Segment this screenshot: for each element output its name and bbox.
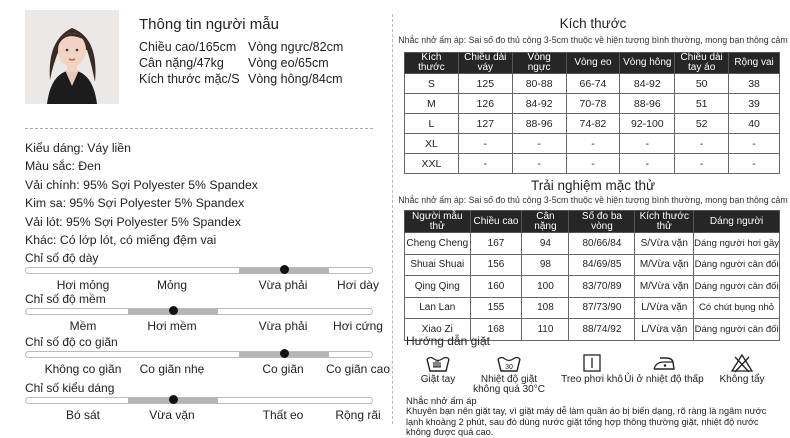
model-photo xyxy=(25,10,119,104)
attr-lining: Vải lót: 95% Sợi Polyester 5% Spandex xyxy=(25,214,241,229)
wash-temp-text: 30 xyxy=(505,364,513,371)
product-attributes xyxy=(25,139,258,249)
table-cell: 84-92 xyxy=(620,74,675,94)
column-header: Rộng vai xyxy=(729,53,780,74)
scale-label: Vừa vặn xyxy=(149,408,195,422)
scale-indicator xyxy=(169,395,178,404)
care-item-hand-wash xyxy=(398,353,478,385)
column-header: Chiều dài tay áo xyxy=(675,53,729,74)
table-cell: 80/66/84 xyxy=(569,233,635,255)
scale-label: Hơi dày xyxy=(337,278,379,292)
table-cell: Lan Lan xyxy=(405,297,471,319)
table-cell: - xyxy=(620,134,675,154)
table-cell: 74-82 xyxy=(566,114,620,134)
table-cell: M xyxy=(405,94,459,114)
table-row xyxy=(405,233,780,255)
table-header-row xyxy=(405,211,780,233)
table-cell: 39 xyxy=(729,94,780,114)
hang-dry-icon xyxy=(581,353,603,373)
scale-label: Không co giãn xyxy=(44,362,122,376)
table-cell: M/Vừa vặn xyxy=(635,254,694,276)
table-cell: 126 xyxy=(458,94,512,114)
model-portrait xyxy=(25,10,119,104)
table-row xyxy=(405,114,780,134)
table-cell: - xyxy=(512,154,566,174)
scale-thickness xyxy=(25,251,379,297)
care-label: Nhiệt độ giặt không quá 30°C xyxy=(473,374,545,395)
size-chart-note: Nhắc nhở ấm áp: Sai số đo thủ công 3-5cm thuộc về hiện tượng bình thường, mong bạn thông cảm xyxy=(398,35,788,45)
table-cell: Có chút bụng nhỏ xyxy=(694,297,780,319)
attr-color: Màu sắc: Đen xyxy=(25,159,101,174)
table-cell: 168 xyxy=(470,319,522,341)
table-cell: 88/74/92 xyxy=(569,319,635,341)
column-header: Số đo ba vòng xyxy=(569,211,635,233)
care-label: Ủi ở nhiệt độ thấp xyxy=(624,374,704,385)
size-chart-title: Kích thước xyxy=(559,16,627,31)
table-cell: 110 xyxy=(522,319,569,341)
model-weight: Cân nặng/47kg xyxy=(139,56,224,70)
table-cell: 84-92 xyxy=(512,94,566,114)
table-cell: 98 xyxy=(522,254,569,276)
scale-label: Hơi cứng xyxy=(333,319,383,333)
table-cell: 88-96 xyxy=(512,114,566,134)
care-note-title: Nhắc nhở ấm áp xyxy=(406,396,477,407)
scale-label: Hơi mềm xyxy=(147,319,197,333)
table-cell: 66-74 xyxy=(566,74,620,94)
scale-indicator xyxy=(280,349,289,358)
column-header: Vòng eo xyxy=(566,53,620,74)
table-cell: - xyxy=(729,154,780,174)
care-note: Khuyên bạn nên giặt tay, vì giặt máy dễ làm quần áo bị biến dạng, rõ ràng là ngâm nước lạnh khoảng 2 phút, sau đó dùng nước giặt tổng hợp thông thường giặt, nhiệt độ nước không được quá cao. xyxy=(406,406,767,437)
scale-label: Vừa phải xyxy=(258,319,308,333)
scale-indicator xyxy=(280,265,289,274)
table-row xyxy=(405,154,780,174)
vertical-divider xyxy=(392,14,393,424)
model-height: Chiều cao/165cm xyxy=(139,40,237,54)
table-cell: L xyxy=(405,114,459,134)
table-cell: 94 xyxy=(522,233,569,255)
table-cell: - xyxy=(620,154,675,174)
table-row xyxy=(405,276,780,298)
table-cell: Shuai Shuai xyxy=(405,254,471,276)
table-cell: 84/69/85 xyxy=(569,254,635,276)
table-cell: 125 xyxy=(458,74,512,94)
wash-30-icon xyxy=(496,353,522,373)
table-cell: S xyxy=(405,74,459,94)
table-cell: 40 xyxy=(729,114,780,134)
table-cell: Dáng người cân đối xyxy=(694,319,780,341)
scale-label: Vừa phải xyxy=(258,278,308,292)
attr-other: Khác: Có lớp lót, có miếng đệm vai xyxy=(25,233,217,248)
model-hip: Vòng hông/84cm xyxy=(248,72,343,86)
table-row xyxy=(405,254,780,276)
hand-wash-icon xyxy=(425,353,451,373)
column-header: Dáng người xyxy=(694,211,780,233)
table-cell: M/Vừa vặn xyxy=(635,276,694,298)
table-cell: Dáng người cân đối xyxy=(694,254,780,276)
attr-style: Kiểu dáng: Váy liền xyxy=(25,141,131,155)
table-cell: 108 xyxy=(522,297,569,319)
scale-label: Thất eo xyxy=(262,408,304,422)
table-cell: 100 xyxy=(522,276,569,298)
table-cell: 88-96 xyxy=(620,94,675,114)
model-info-title: Thông tin người mẫu xyxy=(139,16,279,33)
care-item-no-bleach xyxy=(702,353,782,385)
scale-title: Chỉ số độ dày xyxy=(25,251,99,265)
table-cell: XXL xyxy=(405,154,459,174)
scale-title: Chỉ số độ mềm xyxy=(25,292,106,306)
table-cell: 51 xyxy=(675,94,729,114)
care-item-wash-30 xyxy=(468,353,550,395)
table-cell: - xyxy=(729,134,780,154)
table-header-row xyxy=(405,53,780,74)
scale-indicator xyxy=(169,306,178,315)
table-cell: - xyxy=(458,154,512,174)
table-cell: 167 xyxy=(470,233,522,255)
care-label: Giặt tay xyxy=(420,374,456,385)
model-size: Kích thước mặc/S xyxy=(139,72,240,86)
column-header: Vòng ngực xyxy=(512,53,566,74)
table-cell: - xyxy=(512,134,566,154)
table-cell: Dáng người cân đối xyxy=(694,276,780,298)
table-cell: 83/70/89 xyxy=(569,276,635,298)
table-cell: Xiao Zi xyxy=(405,319,471,341)
fit-table xyxy=(404,210,780,341)
scale-bar xyxy=(25,397,373,404)
table-cell: 160 xyxy=(470,276,522,298)
table-cell: 92-100 xyxy=(620,114,675,134)
divider xyxy=(25,128,373,129)
table-cell: S/Vừa vặn xyxy=(635,233,694,255)
care-label: Treo phơi khô xyxy=(561,374,623,385)
table-row xyxy=(405,94,780,114)
scale-title: Chỉ số độ co giãn xyxy=(25,335,118,349)
column-header: Cân nặng xyxy=(522,211,569,233)
table-cell: 127 xyxy=(458,114,512,134)
table-row xyxy=(405,134,780,154)
table-cell: L/Vừa vặn xyxy=(635,319,694,341)
table-cell: 52 xyxy=(675,114,729,134)
table-cell: Dáng người hơi gầy xyxy=(694,233,780,255)
column-header: Người mẫu thử xyxy=(405,211,471,233)
scale-fit-style xyxy=(25,381,381,427)
fit-note: Nhắc nhở ấm áp: Sai số đo thủ công 3-5cm thuộc về hiện tượng bình thường, mong bạn thông cảm xyxy=(398,195,788,205)
scale-bar xyxy=(25,351,373,358)
column-header: Chiều dài váy xyxy=(458,53,512,74)
care-label: Không tẩy xyxy=(719,374,765,385)
table-row xyxy=(405,297,780,319)
scale-label: Mềm xyxy=(69,319,97,333)
scale-softness xyxy=(25,292,383,338)
table-cell: 70-78 xyxy=(566,94,620,114)
table-cell: Cheng Cheng xyxy=(405,233,471,255)
table-cell: - xyxy=(458,134,512,154)
column-header: Chiều cao xyxy=(470,211,522,233)
model-waist: Vòng eo/65cm xyxy=(248,56,329,70)
table-cell: XL xyxy=(405,134,459,154)
scale-bar xyxy=(25,267,373,274)
fit-title: Trải nghiệm mặc thử xyxy=(530,178,656,193)
iron-low-icon xyxy=(651,353,677,373)
table-cell: L/Vừa vặn xyxy=(635,297,694,319)
care-title: Hướng dẫn giặt xyxy=(406,334,490,348)
table-cell: - xyxy=(675,134,729,154)
scale-label: Bó sát xyxy=(65,408,101,422)
table-cell: Qing Qing xyxy=(405,276,471,298)
table-cell: 80-88 xyxy=(512,74,566,94)
care-item-iron-low xyxy=(620,353,708,385)
column-header: Kích thước thử xyxy=(635,211,694,233)
scale-stretch xyxy=(25,335,391,381)
size-chart-table xyxy=(404,52,780,174)
table-cell: 50 xyxy=(675,74,729,94)
scale-label: Co giãn xyxy=(262,362,304,376)
table-cell: 38 xyxy=(729,74,780,94)
table-cell: 156 xyxy=(470,254,522,276)
table-cell: 87/73/90 xyxy=(569,297,635,319)
scale-label: Hơi mỏng xyxy=(56,278,110,292)
scale-label: Co giãn nhẹ xyxy=(139,362,205,376)
column-header: Vòng hông xyxy=(620,53,675,74)
column-header: Kích thước xyxy=(405,53,459,74)
table-cell: - xyxy=(675,154,729,174)
table-row xyxy=(405,74,780,94)
table-cell: - xyxy=(566,154,620,174)
no-bleach-icon xyxy=(730,353,754,373)
model-bust: Vòng ngực/82cm xyxy=(248,40,344,54)
table-cell: 155 xyxy=(470,297,522,319)
attr-main-fabric: Vải chính: 95% Sợi Polyester 5% Spandex xyxy=(25,177,258,192)
scale-bar xyxy=(25,308,373,315)
scale-label: Mỏng xyxy=(156,278,188,292)
attr-sequin: Kim sa: 95% Sợi Polyester 5% Spandex xyxy=(25,196,245,211)
scale-title: Chỉ số kiểu dáng xyxy=(25,381,115,395)
scale-label: Rộng rãi xyxy=(335,408,381,422)
scale-label: Co giãn cao xyxy=(325,362,391,376)
table-cell: - xyxy=(566,134,620,154)
